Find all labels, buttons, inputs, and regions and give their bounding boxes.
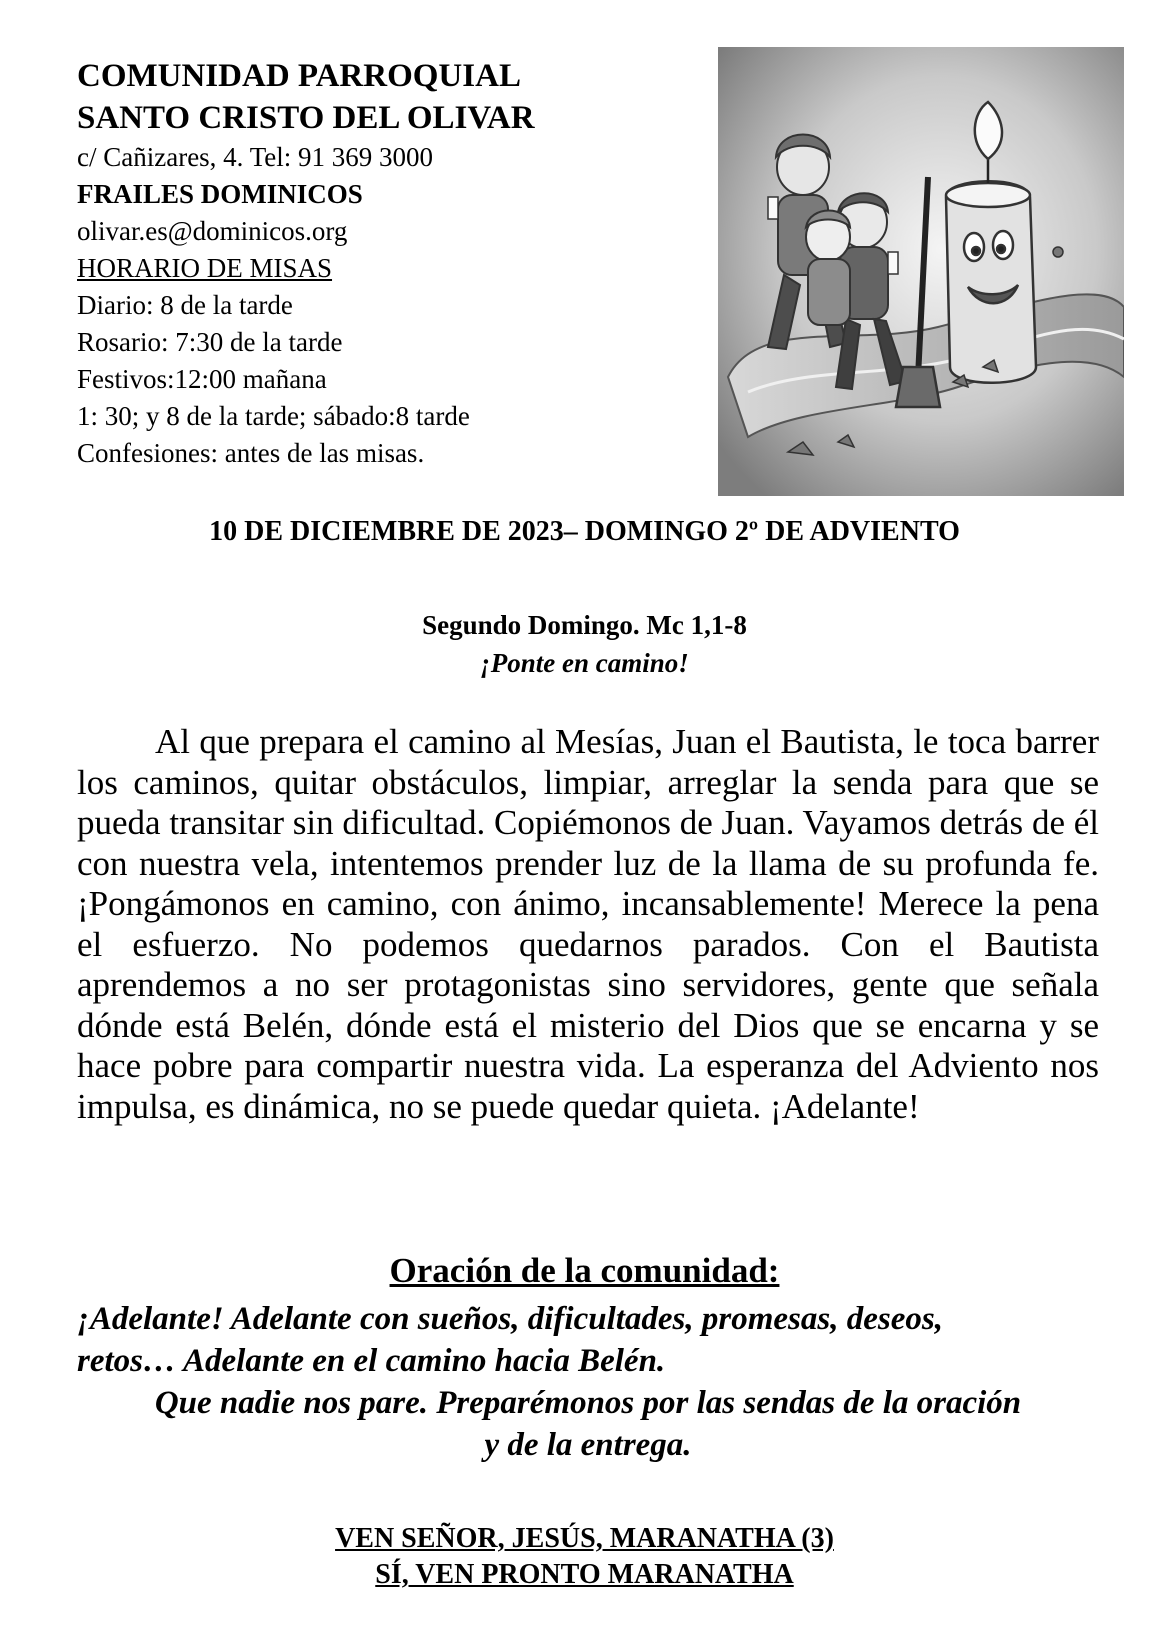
closing-line-1: VEN SEÑOR, JESÚS, MARANATHA (3) (335, 1523, 834, 1554)
closing-line-2: SÍ, VEN PRONTO MARANATHA (375, 1559, 794, 1590)
closing-chant (0, 1521, 1169, 1593)
religious-order: FRAILES DOMINICOS (77, 179, 363, 209)
schedule-holidays: Festivos:12:00 mañana (77, 364, 327, 394)
reading-title: Segundo Domingo. Mc 1,1-8 (422, 610, 747, 640)
reflection-paragraph: Al que prepara el camino al Mesías, Juan el Bautista, le toca barrer los caminos, quitar obstáculos, limpiar, arreglar la senda para que se pueda transitar sin dificultad. Copiémonos de Juan. Vayamos detrás de él con nuestra vela, intentemos prender luz de la llama de su profunda fe. ¡Pongámonos en camino, con ánimo, incansablemente! Merece la pena el esfuerzo. No podemos quedarnos parados. Con el Bautista aprendemos a no ser protagonistas sino servidores, gente que señala dónde está Belén, dónde está el misterio del Dios que se encarna y se hace pobre para compartir nuestra vida. La esperanza del Adviento nos impulsa, es dinámica, no se puede quedar quieta. ¡Adelante! (77, 722, 1099, 1126)
parish-name-line1: COMUNIDAD PARROQUIAL (77, 58, 521, 94)
schedule-daily: Diario: 8 de la tarde (77, 290, 293, 320)
schedule-rosary: Rosario: 7:30 de la tarde (77, 327, 343, 357)
prayer-line-1: ¡Adelante! Adelante con sueños, dificultades, promesas, deseos, (77, 1301, 943, 1337)
prayer-text (77, 1298, 1099, 1466)
prayer-line-4: y de la entrega. (484, 1427, 692, 1463)
reading-subtitle: ¡Ponte en camino! (480, 648, 689, 678)
advent-candle-illustration (718, 47, 1124, 496)
parish-header (77, 55, 657, 472)
date-heading: 10 DE DICIEMBRE DE 2023– DOMINGO 2º DE ADVIENTO (209, 516, 960, 547)
prayer-line-3: Que nadie nos pare. Preparémonos por las sendas de la oración (154, 1385, 1022, 1421)
schedule-title: HORARIO DE MISAS (77, 253, 333, 283)
parish-name-line2: SANTO CRISTO DEL OLIVAR (77, 100, 535, 136)
parish-address: c/ Cañizares, 4. Tel: 91 369 3000 (77, 142, 434, 172)
prayer-title: Oración de la comunidad: (389, 1251, 780, 1290)
schedule-evening: 1: 30; y 8 de la tarde; sábado:8 tarde (77, 401, 470, 431)
parish-email: olivar.es@dominicos.org (77, 216, 348, 246)
prayer-line-2: retos… Adelante en el camino hacia Belén. (77, 1343, 666, 1379)
schedule-confessions: Confesiones: antes de las misas. (77, 438, 425, 468)
